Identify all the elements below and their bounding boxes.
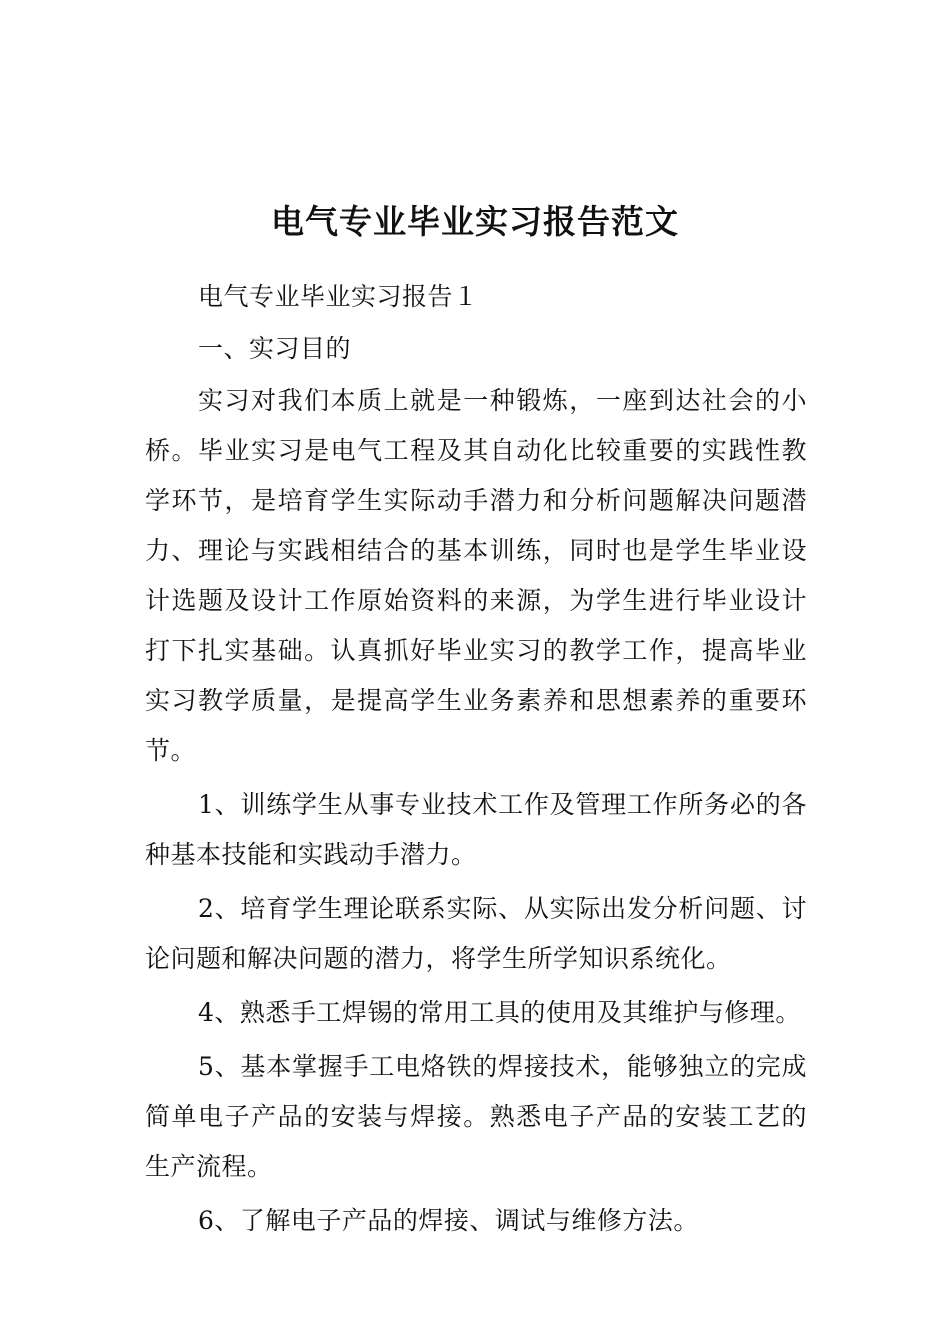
list-item-1: 1、训练学生从事专业技术工作及管理工作所务必的各种基本技能和实践动手潜力。 xyxy=(145,790,807,869)
section-heading-purpose: 一、实习目的 xyxy=(198,334,352,363)
list-item-6: 6、了解电子产品的焊接、调试与维修方法。 xyxy=(198,1206,699,1235)
document-title: 电气专业毕业实习报告范文 xyxy=(271,202,679,242)
list-item-5: 5、基本掌握手工电烙铁的焊接技术，能够独立的完成简单电子产品的安装与焊接。熟悉电子产品的安装工艺的生产流程。 xyxy=(145,1052,807,1181)
list-item-4: 4、熟悉手工焊锡的常用工具的使用及其维护与修理。 xyxy=(198,998,801,1027)
report-heading: 电气专业毕业实习报告１ xyxy=(198,282,479,311)
paragraph-internship-purpose: 实习对我们本质上就是一种锻炼，一座到达社会的小桥。毕业实习是电气工程及其自动化比较重要的实践性教学环节，是培育学生实际动手潜力和分析问题解决问题潜力、理论与实践相结合的基本训练，同时也是学生毕业设计选题及设计工作原始资料的来源，为学生进行毕业设计打下扎实基础。认真抓好毕业实习的教学工作，提高毕业实习教学质量，是提高学生业务素养和思想素养的重要环节。 xyxy=(145,386,807,765)
list-item-2: 2、培育学生理论联系实际、从实际出发分析问题、讨论问题和解决问题的潜力，将学生所学知识系统化。 xyxy=(145,894,807,973)
document-body xyxy=(145,272,807,1250)
